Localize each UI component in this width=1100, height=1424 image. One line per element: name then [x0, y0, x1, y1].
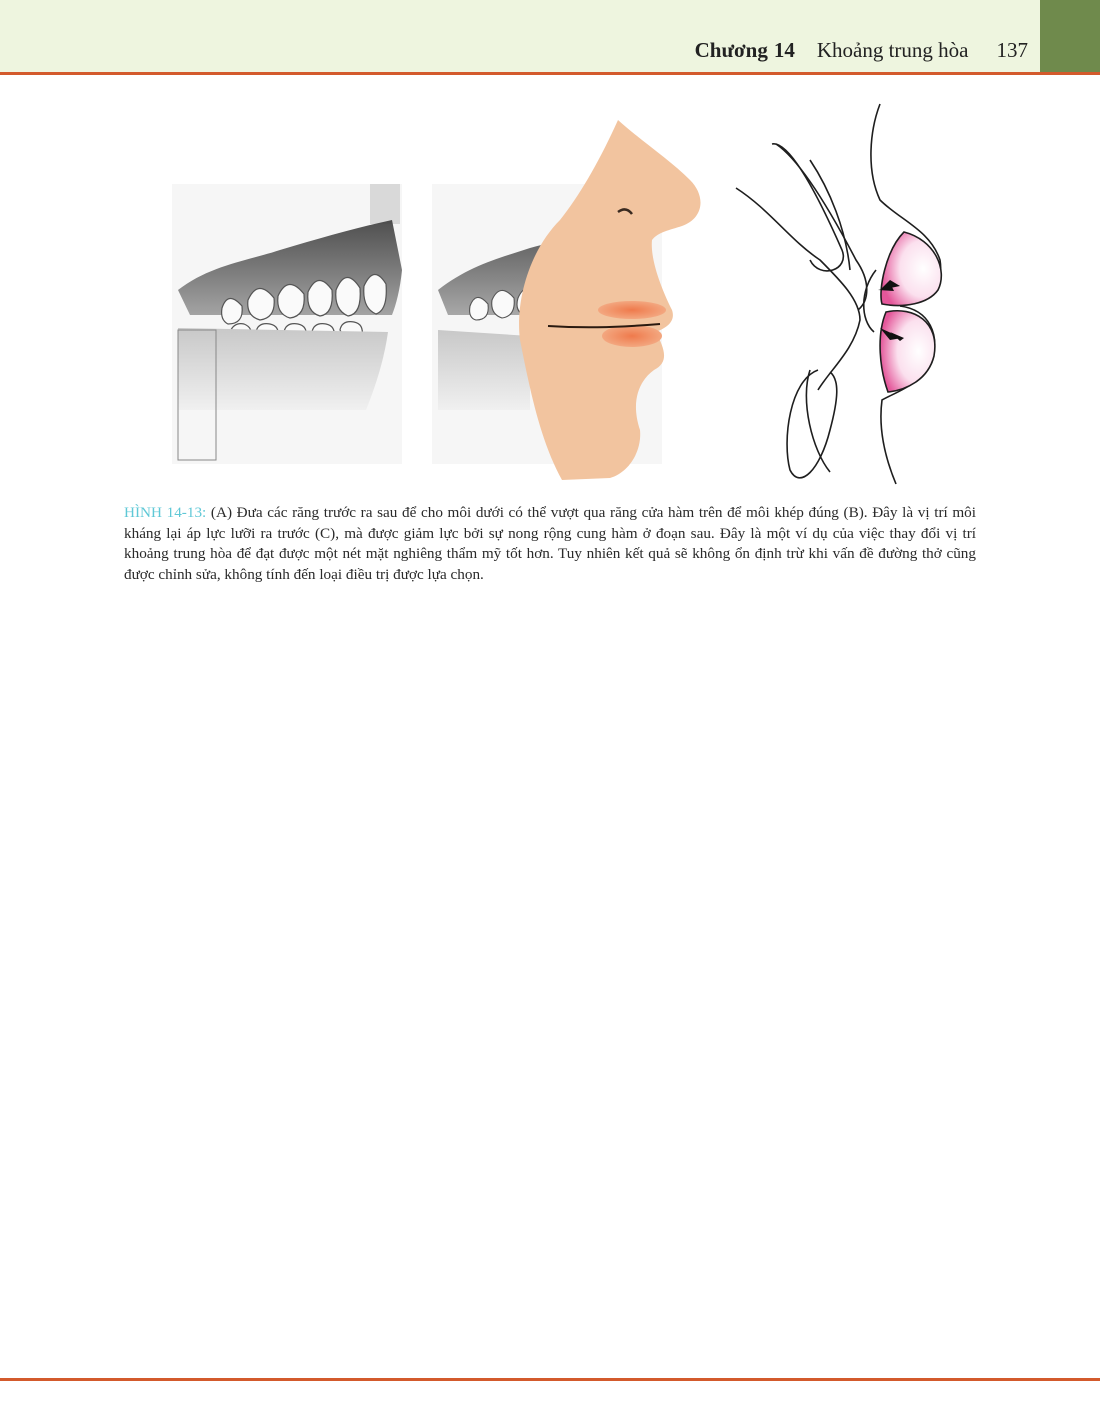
figure-label: HÌNH 14-13: — [124, 504, 207, 521]
page-number: 137 — [996, 38, 1028, 62]
header-rule — [0, 72, 1100, 75]
figure-14-13 — [170, 100, 960, 490]
chapter-number: 14 — [773, 38, 795, 62]
figure-caption — [124, 503, 976, 585]
panel-a-teeth-drawing — [172, 184, 402, 464]
pink-lip-shapes — [880, 232, 941, 392]
header-color-tab — [1040, 0, 1100, 72]
panel-b-lips-drawing — [432, 120, 700, 480]
chapter-title: Khoảng trung hòa — [816, 38, 969, 62]
running-head — [695, 38, 1028, 63]
chapter-label: Chương — [694, 38, 768, 62]
footer-rule — [0, 1378, 1100, 1381]
caption-text: (A) Đưa các răng trước ra sau để cho môi dưới có thể vượt qua răng cửa hàm trên để môi khép đúng (B). Đây là vị trí môi kháng lại áp lực lưỡi ra trước (C), mà được giảm lực bởi sự nong rộng cung hàm ở đoạn sau. Đây là một ví dụ của việc thay đổi vị trí khoảng trung hòa để đạt được một nét mặt nghiêng thẩm mỹ tốt hơn. Tuy nhiên kết quả sẽ không ổn định trừ khi vấn đề đường thở cũng được chỉnh sửa, không tính đến loại điều trị được lựa chọn. — [124, 504, 976, 583]
